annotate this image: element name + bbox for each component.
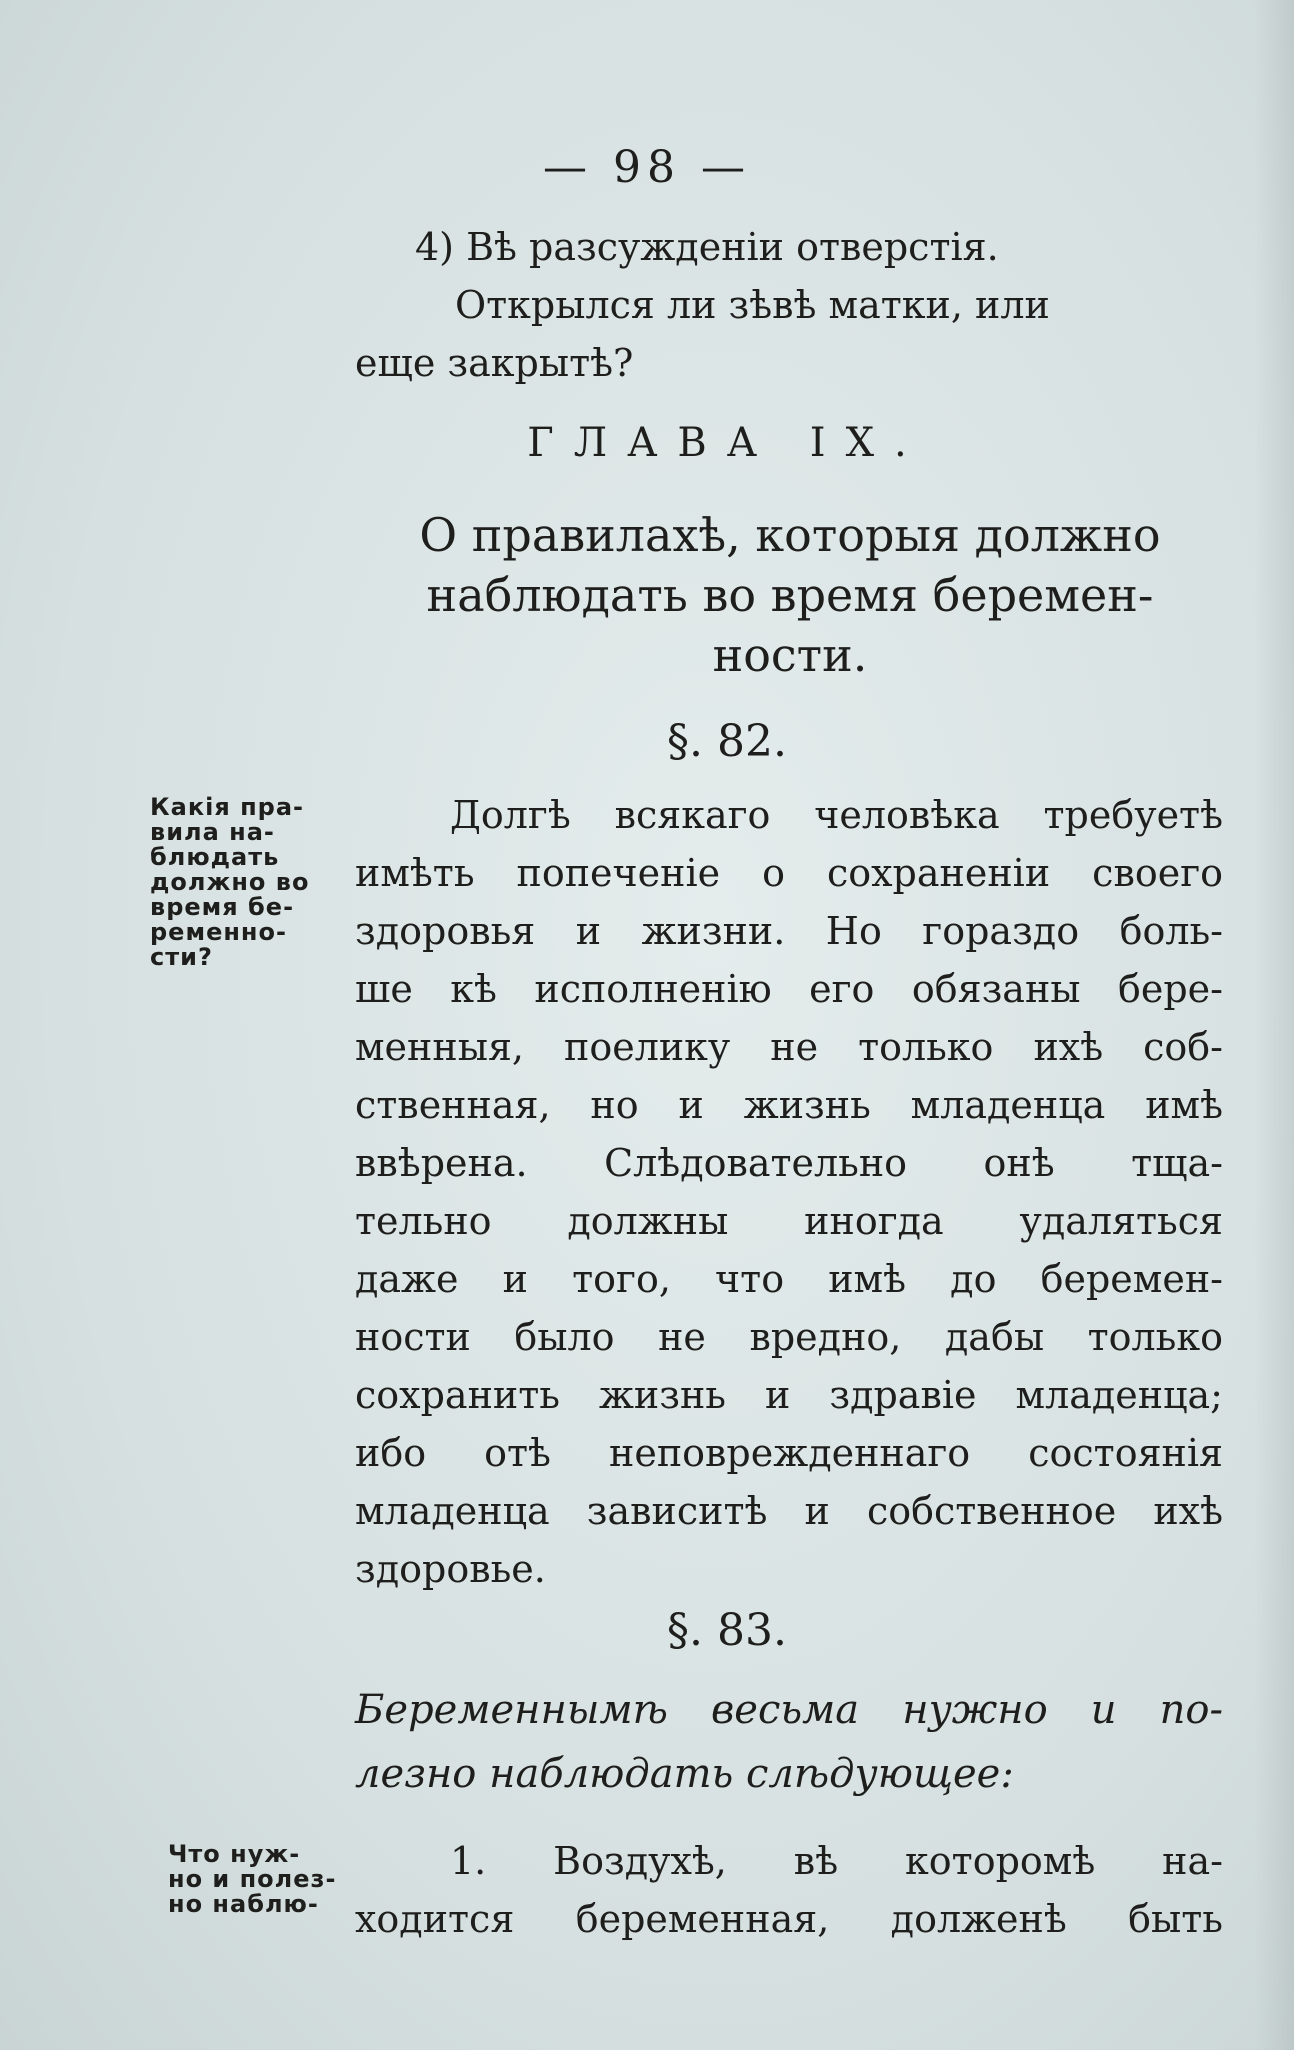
chapter-title-line: О правилахѣ, которыя должно	[419, 508, 1161, 562]
margin-note	[150, 795, 340, 970]
page-edge-shadow	[1254, 0, 1294, 2050]
intro-line: 4) Вѣ разсужденіи отверстія.	[415, 225, 999, 269]
section-83-item	[355, 1832, 1223, 1948]
margin-note-line: сти?	[150, 943, 213, 971]
page-number: — 98 —	[543, 142, 751, 193]
section-83-intro	[355, 1678, 1223, 1806]
body-line: младенца зависитѣ и собственное ихѣ	[355, 1489, 1223, 1533]
chapter-title	[340, 505, 1240, 685]
margin-note-line: но и полез-	[168, 1865, 337, 1893]
body-line: здоровья и жизни. Но гораздо боль-	[355, 909, 1223, 953]
body-line: ходится беременная, долженѣ быть	[355, 1897, 1223, 1941]
body-line: ибо отѣ неповрежденнаго состоянія	[355, 1431, 1223, 1475]
body-line: менныя, поелику не только ихѣ соб-	[355, 1025, 1223, 1069]
intro-line: еще закрытѣ?	[355, 341, 634, 385]
body-line: Долгѣ всякаго человѣка требуетѣ	[450, 793, 1223, 837]
body-line: ности было не вредно, дабы только	[355, 1315, 1223, 1359]
body-line: ше кѣ исполненію его обязаны бере-	[355, 967, 1223, 1011]
body-line: ственная, но и жизнь младенца имѣ	[355, 1083, 1223, 1127]
section-82-body	[355, 786, 1223, 1598]
margin-note-line: блюдать	[150, 843, 280, 871]
margin-note-line: должно во	[150, 868, 310, 896]
section-mark: §. 83.	[667, 1605, 787, 1656]
margin-note	[168, 1842, 348, 1917]
body-line: сохранить жизнь и здравіе младенца;	[355, 1373, 1223, 1417]
margin-note-line: вила на-	[150, 818, 275, 846]
chapter-title-line: ности.	[712, 628, 868, 682]
italic-line: Беременнымѣ весьма нужно и по-	[355, 1687, 1223, 1733]
body-line: тельно должны иногда удаляться	[355, 1199, 1223, 1243]
intro-block	[355, 218, 1223, 392]
margin-note-line: время бе-	[150, 893, 295, 921]
margin-note-line: Что нуж-	[168, 1840, 301, 1868]
body-line: имѣть попеченіе о сохраненіи своего	[355, 851, 1223, 895]
italic-line: лезно наблюдать слѣдующее:	[355, 1751, 1014, 1797]
margin-note-line: ременно-	[150, 918, 287, 946]
intro-line: Открылся ли зѣвѣ матки, или	[455, 283, 1050, 327]
body-line: 1. Воздухѣ, вѣ которомѣ на-	[450, 1839, 1223, 1883]
body-line: даже и того, что имѣ до беремен-	[355, 1257, 1223, 1301]
chapter-heading: ГЛАВА IX.	[527, 420, 927, 466]
chapter-title-line: наблюдать во время беремен-	[426, 568, 1154, 622]
body-line: ввѣрена. Слѣдовательно онѣ тща-	[355, 1141, 1223, 1185]
margin-note-line: но наблю-	[168, 1890, 319, 1918]
margin-note-line: Какія пра-	[150, 793, 305, 821]
body-line: здоровье.	[355, 1547, 546, 1591]
section-mark: §. 82.	[667, 716, 787, 767]
